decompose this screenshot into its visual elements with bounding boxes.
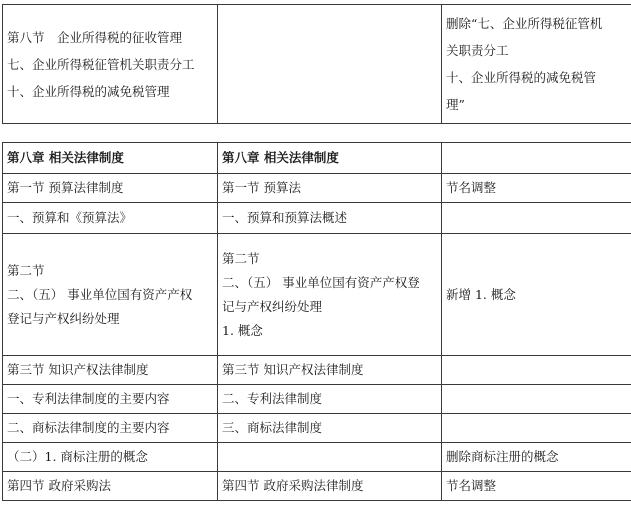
- change-note-cell: [442, 174, 631, 203]
- new-content-cell: [218, 356, 442, 385]
- text-line: 七、企业所得税征管机关职责分工: [7, 56, 195, 72]
- table-row: [3, 443, 631, 472]
- text-line: 关职责分工: [446, 43, 509, 58]
- old-content-cell: [3, 414, 218, 443]
- table-row: [3, 385, 631, 414]
- cell-text: 二、专利法律制度: [222, 391, 323, 406]
- cell-text: 1. 概念: [222, 322, 263, 338]
- text-line: 第八节 企业所得税的征收管理: [7, 29, 183, 45]
- change-note: 删除商标注册的概念: [446, 449, 559, 464]
- change-note-cell: [442, 443, 631, 472]
- cell-text: 登记与产权纠纷处理: [7, 310, 120, 326]
- old-content-cell: [3, 356, 218, 385]
- top-comparison-table: [2, 4, 631, 124]
- cell-text: 二、（五） 事业单位国有资产产权登: [222, 274, 420, 290]
- change-note-cell: [442, 472, 631, 501]
- cell-text: 第二节: [7, 262, 45, 278]
- old-content-cell: [3, 472, 218, 501]
- cell-text: 第二节: [222, 250, 260, 266]
- table-row: [3, 5, 631, 124]
- change-note-cell: [442, 356, 631, 385]
- cell-text: （二）1. 商标注册的概念: [7, 449, 148, 464]
- chapter-heading: 第八章 相关法律制度: [7, 150, 124, 165]
- text-line: 十、企业所得税的减免税管理: [7, 83, 170, 99]
- old-content-cell: [3, 5, 218, 124]
- old-content-cell: [3, 203, 218, 234]
- new-content-cell: [218, 174, 442, 203]
- cell-text: 记与产权纠纷处理: [222, 298, 323, 314]
- old-content-cell: [3, 385, 218, 414]
- text-line: 理”: [446, 97, 465, 112]
- change-note-cell: [442, 414, 631, 443]
- old-content-cell: [3, 143, 218, 174]
- table-row: [3, 203, 631, 234]
- change-note-cell: [442, 203, 631, 234]
- cell-text: 第三节 知识产权法律制度: [7, 362, 149, 377]
- table-row: [3, 174, 631, 203]
- cell-text: 一、预算和《预算法》: [7, 210, 133, 225]
- change-note: 节名调整: [446, 180, 497, 195]
- cell-text: 第四节 政府采购法律制度: [222, 478, 364, 493]
- new-content-cell: [218, 234, 442, 356]
- cell-text: 第一节 预算法: [222, 180, 301, 195]
- change-note: 节名调整: [446, 478, 497, 493]
- old-content-cell: [3, 174, 218, 203]
- table-row: [3, 472, 631, 501]
- cell-text: 第三节 知识产权法律制度: [222, 362, 364, 377]
- table-row: [3, 143, 631, 174]
- change-note-cell: [442, 234, 631, 356]
- old-content-cell: [3, 234, 218, 356]
- cell-text: 一、专利法律制度的主要内容: [7, 391, 170, 406]
- chapter-comparison-table: [2, 142, 631, 501]
- cell-text: 三、商标法律制度: [222, 420, 323, 435]
- new-content-cell: [218, 443, 442, 472]
- new-content-cell: [218, 5, 442, 124]
- new-content-cell: [218, 203, 442, 234]
- cell-text: 二、（五） 事业单位国有资产产权: [7, 286, 193, 302]
- change-note-cell: [442, 5, 631, 124]
- cell-text: 一、预算和预算法概述: [222, 210, 348, 225]
- cell-text: 二、商标法律制度的主要内容: [7, 420, 170, 435]
- table-row: [3, 234, 631, 356]
- new-content-cell: [218, 143, 442, 174]
- cell-text: 第四节 政府采购法: [7, 478, 111, 493]
- table-row: [3, 414, 631, 443]
- table-row: [3, 356, 631, 385]
- chapter-heading: 第八章 相关法律制度: [222, 150, 339, 165]
- new-content-cell: [218, 414, 442, 443]
- change-note: 新增 1. 概念: [446, 286, 516, 302]
- new-content-cell: [218, 385, 442, 414]
- change-note-cell: [442, 385, 631, 414]
- old-content-cell: [3, 443, 218, 472]
- text-line: 十、企业所得税的减免税管: [446, 70, 597, 85]
- cell-text: 第一节 预算法律制度: [7, 180, 124, 195]
- new-content-cell: [218, 472, 442, 501]
- text-line: 删除“七、企业所得税征管机: [446, 16, 603, 31]
- change-note-cell: [442, 143, 631, 174]
